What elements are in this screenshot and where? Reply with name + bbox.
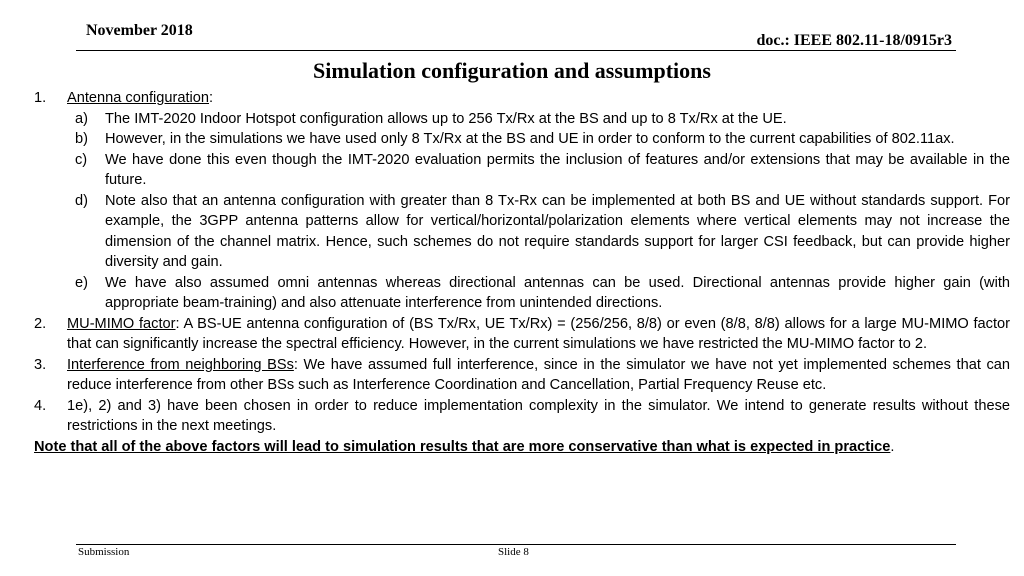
footer-submission: Submission [78, 546, 130, 558]
list-item-2 [34, 314, 1010, 355]
sub-item-label: a) [75, 110, 88, 127]
note-text [34, 437, 1010, 458]
sub-item-label: d) [75, 192, 88, 209]
item-text [67, 355, 1010, 396]
header-divider [76, 50, 956, 51]
conclusion-note [34, 437, 1010, 458]
list-item-4 [34, 396, 1010, 437]
sub-item-text: The IMT-2020 Indoor Hotspot configuration allows up to 256 Tx/Rx at the BS and up to 8 Tx/Rx at the UE. [105, 110, 787, 127]
item-text [67, 396, 1010, 437]
sub-item-e [34, 273, 1010, 314]
sub-item-text: We have done this even though the IMT-2020 evaluation permits the inclusion of features and/or extensions that may be available in the future. [105, 151, 1010, 188]
item-body: 1e), 2) and 3) have been chosen in order to reduce implementation complexity in the simulator. We intend to generate results without these restrictions in the next meetings. [67, 397, 1010, 434]
item-body: : [209, 90, 214, 106]
sub-item-label: c) [75, 151, 88, 168]
note-emphasis: Note that all of the above factors will lead to simulation results that are more conservative than what is expected in practice [34, 438, 891, 455]
item-number: 3. [34, 356, 47, 373]
item-number: 1. [34, 90, 47, 106]
sub-item-d [34, 191, 1010, 273]
list-item-1 [34, 88, 1010, 109]
item-body: : A BS-UE antenna configuration of (BS Tx/Rx, UE Tx/Rx) = (256/256, 8/8) or even (8/8, 8/8) allows for a large MU-MIMO factor that can significantly increase the spectral efficiency. However, in the current simulations we have restricted the MU-MIMO factor to 2. [67, 315, 1010, 352]
sub-item-text: We have also assumed omni antennas whereas directional antennas can be used. Directional antennas provide higher gain (with appropriate beam-training) and also attenuate interference from unintended directions. [105, 274, 1010, 311]
list-item-3 [34, 355, 1010, 396]
item-body: : We have assumed full interference, since in the simulator we have not yet implemented schemes that can reduce interference from other BSs such as Interference Coordination and Cancellation, Partial Frequency Reuse etc. [67, 356, 1010, 393]
item-heading: MU-MIMO factor [67, 315, 176, 332]
sub-item-label: e) [75, 274, 88, 291]
item-heading: Antenna configuration [67, 90, 209, 106]
sub-item-a [34, 109, 1010, 130]
item-heading: Interference from neighboring BSs [67, 356, 294, 373]
sub-item-text: Note also that an antenna configuration with greater than 8 Tx-Rx can be implemented at both BS and UE without standards support. For example, the 3GPP antenna patterns allow for vertical/horizontal/polarization elements where vertical elements may not increase the dimension of the channel matrix. Hence, such schemes do not require standards support for larger CSI feedback, but can provide higher diversity and gain. [105, 192, 1010, 270]
sub-item-b [34, 129, 1010, 150]
item-number: 4. [34, 397, 47, 414]
header-date: November 2018 [86, 22, 193, 39]
sub-item-c [34, 150, 1010, 191]
sub-item-text: However, in the simulations we have used only 8 Tx/Rx at the BS and UE in order to conform to the current capabilities of 802.11ax. [105, 131, 955, 147]
header-doc-id: doc.: IEEE 802.11-18/0915r3 [756, 32, 952, 49]
footer-divider [76, 544, 956, 545]
note-period: . [890, 438, 895, 455]
item-text [67, 88, 1010, 109]
slide-title: Simulation configuration and assumptions [313, 58, 711, 83]
footer-slide-number: Slide 8 [498, 546, 529, 558]
sub-item-label: b) [75, 131, 88, 147]
slide-body [34, 88, 1010, 457]
item-number: 2. [34, 315, 47, 332]
item-text [67, 314, 1010, 355]
